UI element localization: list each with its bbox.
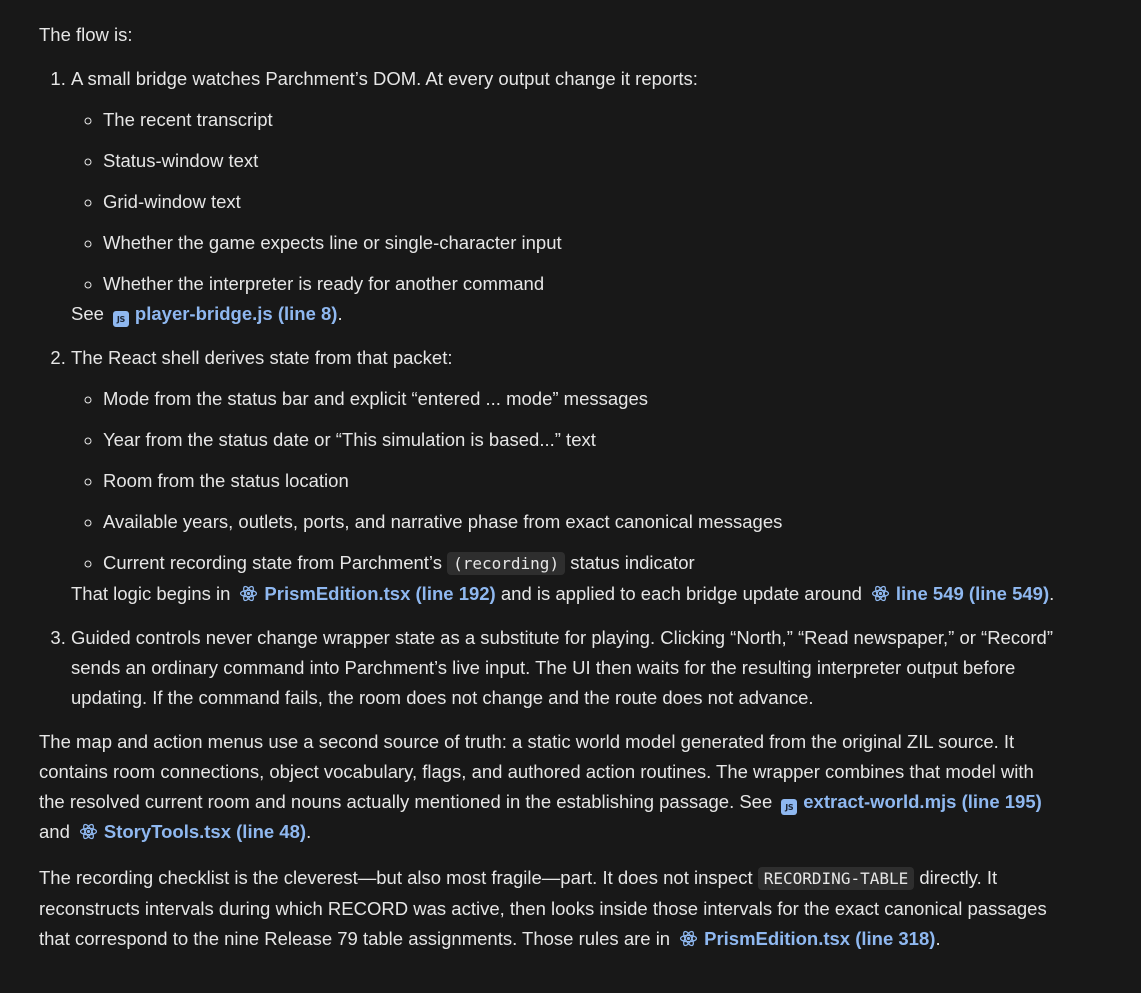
list-item: ◦ Whether the interpreter is ready for another command [103,269,1059,299]
step-1-text: A small bridge watches Parchment’s DOM. At every output change it reports: [71,68,698,89]
step-1-list [71,105,1059,299]
list-item: ◦ Year from the status date or “This simulation is based...” text [103,425,1059,455]
js-file-icon: JS [781,799,797,815]
logic-suffix: . [1049,583,1055,604]
file-link-extract-world[interactable]: extract-world.mjs (line 195) [803,791,1042,812]
step-1-see [71,299,1059,329]
see-suffix: . [337,303,343,324]
list-item [103,548,1059,579]
map-text: The map and action menus use a second source of truth: a static world model generated from the original ZIL source. It contains room connections, object vocabulary, flags, and authored action routines. The wrapper combines that model with the resolved current room and nouns actually mentioned in the establishing passage. See [39,731,1034,812]
list-item: ◦ The recent transcript [103,105,1059,135]
flow-step-1 [71,64,1059,329]
recording-text: directly. It reconstructs intervals during which RECORD was active, then looks inside those intervals for the exact canonical passages that correspond to the nine Release 79 table assignments. Those rules are in [39,867,1047,949]
react-file-icon [79,820,98,839]
file-link-story-tools[interactable]: StoryTools.tsx (line 48) [103,821,307,842]
file-link-prism-edition-192[interactable]: PrismEdition.tsx (line 192) [264,583,496,604]
list-item-text: Current recording state from Parchment’s [103,552,442,573]
flow-steps [39,64,1059,713]
list-item: ◦ Mode from the status bar and explicit “entered ... mode” messages [103,384,1059,414]
recording-text: The recording checklist is the cleverest—but also most fragile—part. It does not inspect [39,867,753,888]
paragraph-map [39,727,1059,847]
flow-intro: The flow is: [39,24,133,45]
step-2-logic [71,579,1059,609]
message-content [39,20,1059,970]
list-item: ◦ Whether the game expects line or single-character input [103,228,1059,258]
file-link-prism-edition-318[interactable]: PrismEdition.tsx (line 318) [704,928,936,949]
file-link-prism-edition-549[interactable]: line 549 (line 549) [895,583,1050,604]
step-3-text: Guided controls never change wrapper state as a substitute for playing. Clicking “North,” “Read newspaper,” or “Record” sends an ordinary command into Parchment’s live input. The UI then waits for the resulting interpreter output before updating. If the command fails, the room does not change and the route does not advance. [71,627,1053,708]
react-file-icon [679,927,698,946]
list-item: ◦ Room from the status location [103,466,1059,496]
list-item: ◦ Status-window text [103,146,1059,176]
map-suffix: . [306,821,312,842]
logic-prefix: That logic begins in [71,583,231,604]
flow-step-3 [71,623,1059,713]
see-prefix: See [71,303,104,324]
react-file-icon [871,582,890,601]
flow-step-2 [71,343,1059,609]
logic-middle: and is applied to each bridge update around [500,583,862,604]
step-2-list [71,384,1059,579]
list-item: ◦ Available years, outlets, ports, and narrative phase from exact canonical messages [103,507,1059,537]
react-file-icon [239,582,258,601]
js-file-icon: JS [113,311,129,327]
inline-code-recording: (recording) [447,552,565,575]
step-2-text: The React shell derives state from that packet: [71,347,453,368]
map-middle: and [39,821,70,842]
file-link-player-bridge[interactable]: player-bridge.js (line 8) [134,303,338,324]
inline-code-recording-table: RECORDING-TABLE [758,867,915,890]
recording-suffix: . [935,928,941,949]
paragraph-recording [39,863,1059,954]
list-item: ◦ Grid-window text [103,187,1059,217]
list-item-text: status indicator [570,552,695,573]
